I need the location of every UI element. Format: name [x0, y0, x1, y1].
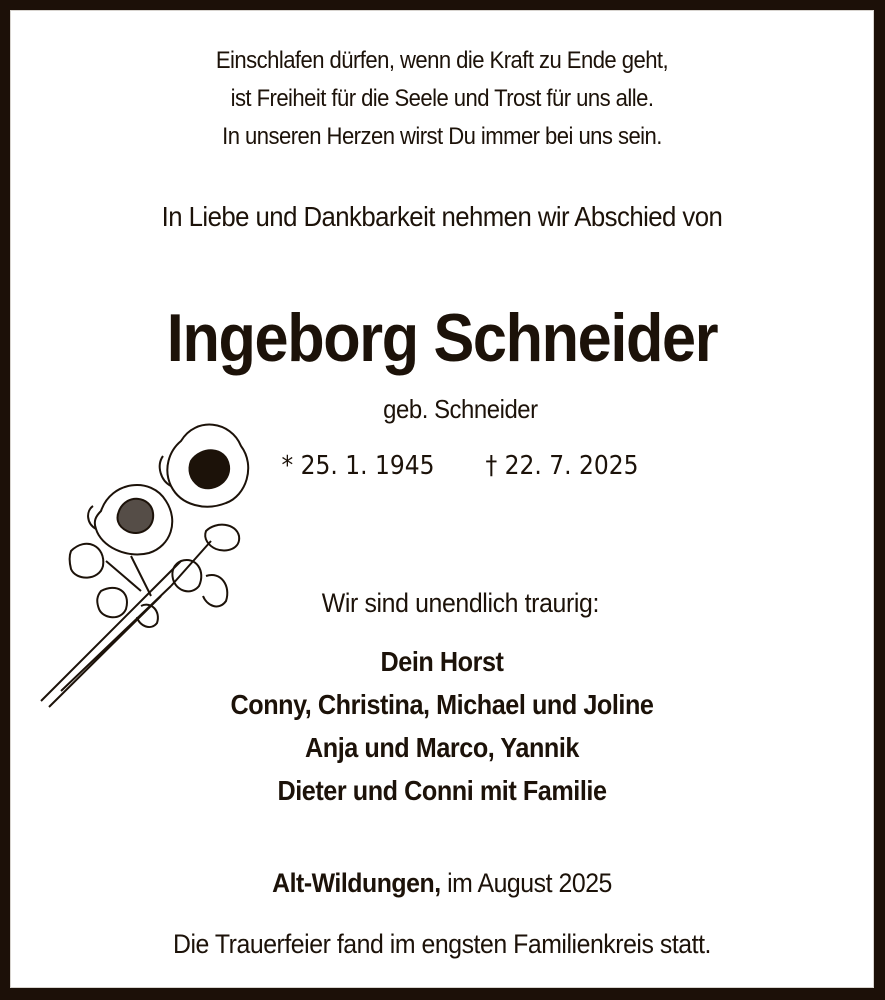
poem-line-1: Einschlafen dürfen, wenn die Kraft zu Ende geht,: [215, 47, 669, 74]
birth-date: 25. 1. 1945: [300, 451, 435, 481]
survivor-line: Dein Horst: [380, 646, 504, 677]
funeral-note: Die Trauerfeier fand im engsten Familienkreis statt.: [173, 929, 711, 959]
obituary-card: [10, 10, 874, 988]
death-cross-icon: †: [485, 451, 498, 481]
birth-symbol: *: [281, 451, 294, 481]
poem-line-3: In unseren Herzen wirst Du immer bei uns sein.: [222, 123, 662, 150]
survivor-line: Conny, Christina, Michael und Joline: [230, 689, 654, 720]
poem-line-2: ist Freiheit für die Seele und Trost für uns alle.: [230, 85, 654, 112]
place-date-line: [45, 868, 838, 899]
survivor-line: Dieter und Conni mit Familie: [277, 775, 607, 806]
intro-text: In Liebe und Dankbarkeit nehmen wir Abschied von: [161, 201, 723, 232]
death-date: 22. 7. 2025: [504, 451, 639, 481]
maiden-name: geb. Schneider: [383, 394, 538, 424]
place-name: Alt-Wildungen,: [272, 868, 441, 898]
date-text: im August 2025: [447, 868, 612, 898]
deceased-name: Ingeborg Schneider: [166, 300, 718, 376]
mourning-line: Wir sind unendlich traurig:: [321, 588, 600, 618]
survivor-line: Anja und Marco, Yannik: [305, 732, 579, 763]
